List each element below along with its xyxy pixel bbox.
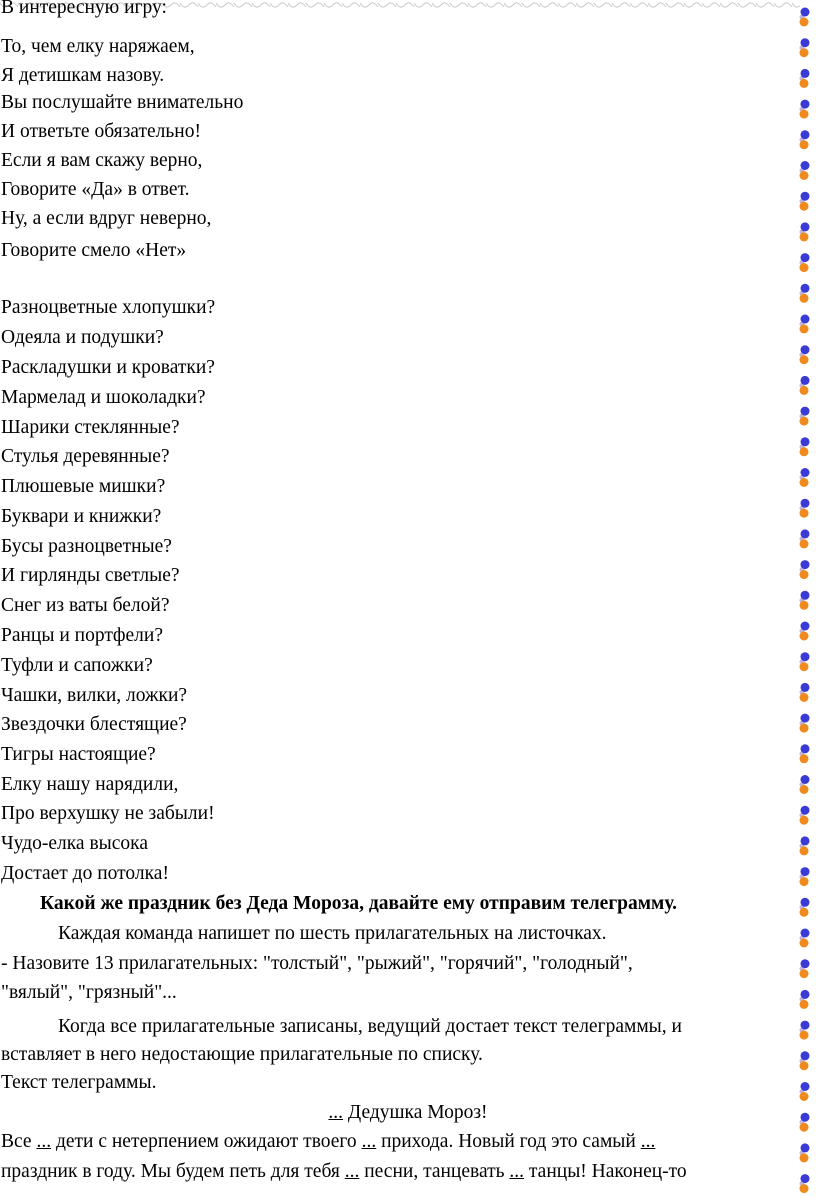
balloon-icon (800, 315, 810, 334)
balloon-icon (800, 959, 810, 978)
squiggle-icon (684, 3, 702, 7)
squiggle-icon (702, 3, 720, 7)
balloon-icon (800, 622, 810, 641)
body-text: дети с нетерпением ожидают твоего (51, 1131, 362, 1152)
balloon-icon (800, 499, 810, 518)
poem-line: Про верхушку не забыли! (1, 803, 215, 824)
squiggle-icon (558, 3, 576, 7)
poem-question: Тигры настоящие? (1, 744, 156, 765)
blank-placeholder: ... (361, 1131, 377, 1152)
squiggle-icon (306, 3, 324, 7)
poem-line: В интересную игру: (1, 0, 167, 18)
adjectives-text: "вялый", "грязный"... (1, 982, 177, 1003)
squiggle-icon (414, 3, 432, 7)
poem-question: Раскладушки и кроватки? (1, 357, 215, 378)
squiggle-icon (270, 3, 288, 7)
balloon-border-icon (792, 0, 816, 1204)
balloon-icon (800, 407, 810, 426)
host-text: вставляет в него недостающие прилагательные по списку. (1, 1044, 483, 1065)
telegram-body-line (1, 1127, 655, 1157)
decorative-right-border (792, 0, 816, 1204)
poem-line: Говорите «Да» в ответ. (1, 179, 190, 200)
body-text: Все (1, 1131, 37, 1152)
squiggle-icon (504, 3, 522, 7)
blank-placeholder: ... (344, 1161, 360, 1182)
poem-question: Шарики стеклянные? (1, 417, 180, 438)
blank-placeholder: ... (36, 1131, 52, 1152)
balloon-icon (800, 161, 810, 180)
balloon-icon (800, 8, 810, 27)
squiggle-icon (234, 3, 252, 7)
balloon-icon (800, 222, 810, 241)
balloon-icon (800, 652, 810, 671)
balloon-icon (800, 468, 810, 487)
balloon-icon (800, 1051, 810, 1070)
balloon-icon (800, 683, 810, 702)
squiggle-icon (450, 3, 468, 7)
balloon-icon (800, 714, 810, 733)
balloon-icon (800, 806, 810, 825)
poem-question: Стулья деревянные? (1, 446, 170, 467)
squiggle-icon (756, 3, 774, 7)
balloon-icon (800, 376, 810, 395)
poem-question: Разноцветные хлопушки? (1, 297, 216, 318)
balloon-icon (800, 867, 810, 886)
squiggle-icon (774, 3, 792, 7)
squiggle-icon (342, 3, 360, 7)
balloon-icon (800, 560, 810, 579)
balloon-icon (800, 529, 810, 548)
blank-placeholder: ... (328, 1102, 344, 1123)
blank-placeholder: ... (509, 1161, 525, 1182)
balloon-icon (800, 69, 810, 88)
squiggle-icon (198, 3, 216, 7)
poem-line: Ну, а если вдруг неверно, (1, 208, 212, 229)
poem-question: Звездочки блестящие? (1, 714, 187, 735)
poem-line: То, чем елку наряжаем, (1, 36, 195, 57)
instruction-text: Каждая команда напишет по шесть прилагательных на листочках. (58, 923, 607, 944)
balloon-icon (800, 591, 810, 610)
poem-line: И ответьте обязательно! (1, 121, 201, 142)
squiggle-icon (378, 3, 396, 7)
balloon-icon (800, 192, 810, 211)
squiggle-icon (738, 3, 756, 7)
squiggle-icon (216, 3, 234, 7)
body-text: танцы! Наконец-то (524, 1161, 687, 1182)
squiggle-icon (252, 3, 270, 7)
squiggle-icon (720, 3, 738, 7)
squiggle-icon (360, 3, 378, 7)
balloon-icon (800, 898, 810, 917)
balloon-icon (800, 38, 810, 57)
squiggle-icon (288, 3, 306, 7)
body-text: праздник в году. Мы будем петь для тебя (1, 1161, 345, 1182)
blank-placeholder: ... (640, 1131, 656, 1152)
poem-line: Вы послушайте внимательно (1, 92, 244, 113)
squiggle-icon (594, 3, 612, 7)
balloon-icon (800, 284, 810, 303)
squiggle-icon (522, 3, 540, 7)
squiggle-icon (576, 3, 594, 7)
squiggle-icon (180, 3, 198, 7)
telegram-label: Текст телеграммы. (1, 1072, 157, 1093)
poem-question: Туфли и сапожки? (1, 655, 153, 676)
poem-question: Буквари и книжки? (1, 506, 162, 527)
balloon-icon (800, 744, 810, 763)
telegram-body-line (1, 1157, 687, 1187)
poem-question: Снег из ваты белой? (1, 595, 170, 616)
squiggle-icon (612, 3, 630, 7)
poem-question: Одеяла и подушки? (1, 327, 164, 348)
squiggle-icon (324, 3, 342, 7)
balloon-icon (800, 100, 810, 119)
squiggle-icon (468, 3, 486, 7)
squiggle-icon (648, 3, 666, 7)
balloon-icon (800, 1174, 810, 1193)
balloon-icon (800, 345, 810, 364)
squiggle-icon (666, 3, 684, 7)
squiggle-icon (540, 3, 558, 7)
poem-line: Если я вам скажу верно, (1, 150, 203, 171)
poem-question: Бусы разноцветные? (1, 536, 172, 557)
balloon-icon (800, 437, 810, 456)
balloon-icon (800, 1021, 810, 1040)
squiggle-icon (432, 3, 450, 7)
balloon-icon (800, 775, 810, 794)
balloon-icon (800, 836, 810, 855)
balloon-icon (800, 130, 810, 149)
poem-question: Мармелад и шоколадки? (1, 387, 206, 408)
poem-line: Чудо-елка высока (1, 833, 149, 854)
telegram-salutation (0, 1098, 816, 1128)
poem-line: Я детишкам назову. (1, 65, 165, 86)
body-text: песни, танцевать (359, 1161, 510, 1182)
squiggle-icon (396, 3, 414, 7)
poem-question: Плюшевые мишки? (1, 476, 166, 497)
poem-question: Чашки, вилки, ложки? (1, 685, 188, 706)
squiggle-icon (630, 3, 648, 7)
poem-line: Елку нашу нарядили, (1, 774, 179, 795)
poem-question: Ранцы и портфели? (1, 625, 163, 646)
poem-question: И гирлянды светлые? (1, 565, 180, 586)
poem-line: Достает до потолка! (1, 863, 169, 884)
balloon-icon (800, 929, 810, 948)
body-text: прихода. Новый год это самый (376, 1131, 641, 1152)
section-heading: Какой же праздник без Деда Мороза, давайте ему отправим телеграмму. (40, 893, 678, 914)
poem-line: Говорите смело «Нет» (1, 240, 187, 261)
balloon-icon (800, 990, 810, 1009)
host-text: Когда все прилагательные записаны, ведущий достает текст телеграммы, и (58, 1016, 682, 1037)
salutation-text: Дедушка Мороз! (347, 1102, 488, 1123)
squiggle-icon (486, 3, 504, 7)
adjectives-text: - Назовите 13 прилагательных: "толстый", "рыжий", "горячий", "голодный", (1, 953, 633, 974)
balloon-icon (800, 1143, 810, 1162)
balloon-icon (800, 253, 810, 272)
